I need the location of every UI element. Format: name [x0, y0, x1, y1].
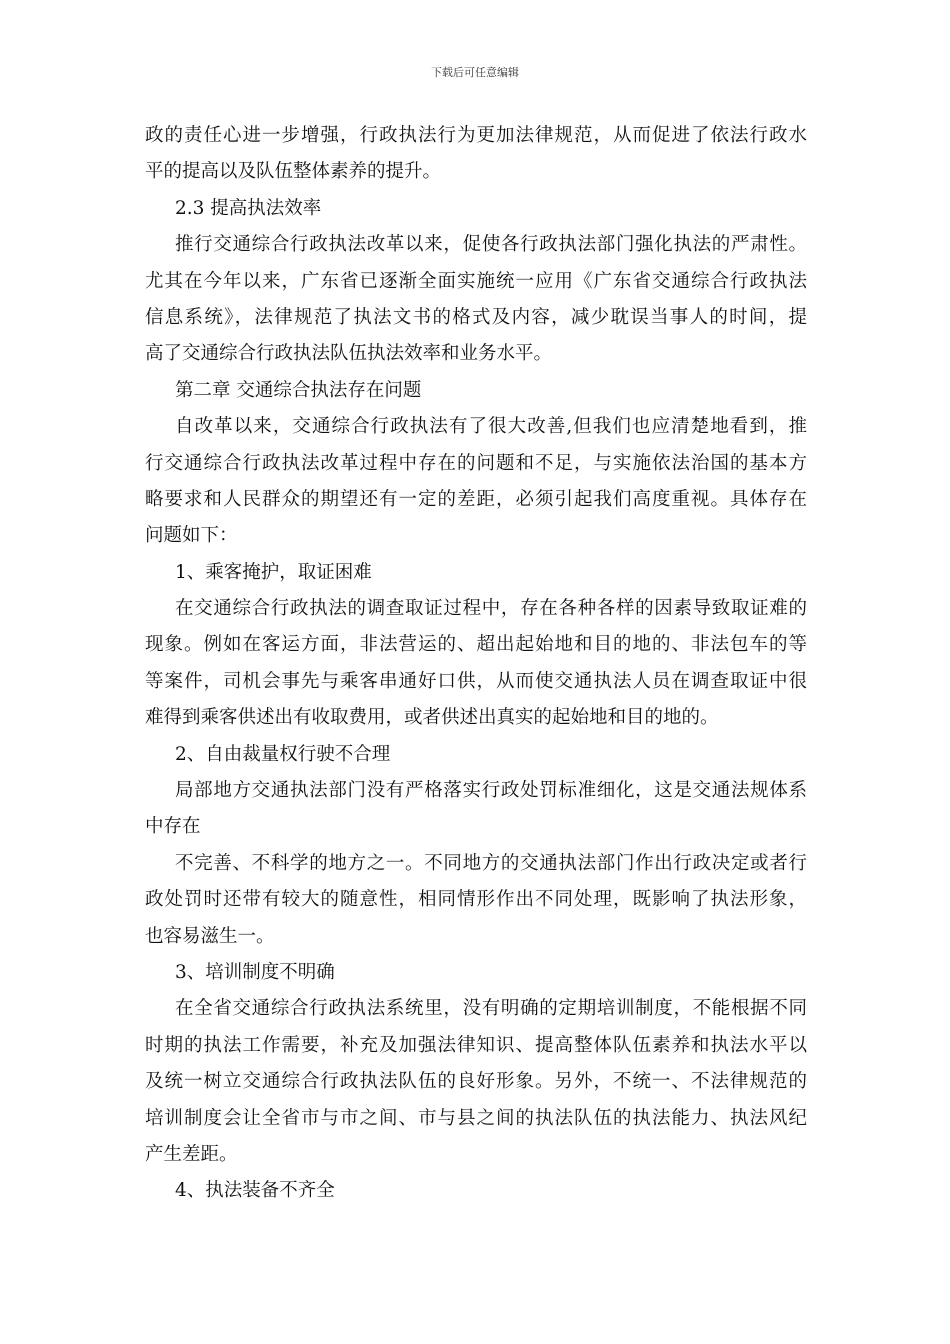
text-line: 推行交通综合行政执法改革以来，促使各行政执法部门强化执法的严肃性。	[175, 234, 807, 256]
text-line: 时期的执法工作需要，补充及加强法律知识、提高整体队伍素养和执法水平以	[145, 1034, 807, 1056]
text-line: 及统一树立交通综合行政执法队伍的良好形象。另外，不统一、不法律规范的	[145, 1071, 807, 1093]
text-line: 略要求和人民群众的期望还有一定的差距，必须引起我们高度重视。具体存在	[145, 488, 807, 510]
text-line: 培训制度会让全省市与市之间、市与县之间的执法队伍的执法能力、执法风纪	[145, 1107, 807, 1129]
text-line: 第二章 交通综合执法存在问题	[175, 379, 422, 401]
text-line: 4、执法装备不齐全	[175, 1180, 335, 1202]
text-line: 自改革以来，交通综合行政执法有了很大改善,但我们也应清楚地看到，推	[175, 416, 807, 438]
text-line: 等案件，司机会事先与乘客串通好口供，从而使交通执法人员在调查取证中很	[145, 670, 807, 692]
text-line: 在全省交通综合行政执法系统里，没有明确的定期培训制度，不能根据不同	[175, 998, 807, 1020]
text-line: 平的提高以及队伍整体素养的提升。	[145, 161, 442, 183]
text-line: 问题如下：	[145, 525, 238, 547]
text-line: 高了交通综合行政执法队伍执法效率和业务水平。	[145, 343, 553, 365]
text-line: 也容易滋生一。	[145, 925, 275, 947]
text-line: 局部地方交通执法部门没有严格落实行政处罚标准细化，这是交通法规体系	[175, 780, 807, 802]
text-line: 3、培训制度不明确	[175, 961, 335, 983]
text-line: 信息系统》，法律规范了执法文书的格式及内容，减少耽误当事人的时间，提	[145, 306, 807, 328]
text-line: 1、乘客掩护，取证困难	[175, 561, 372, 583]
document-body	[145, 118, 807, 1210]
text-line: 不完善、不科学的地方之一。不同地方的交通执法部门作出行政决定或者行	[175, 852, 807, 874]
page-header-note: 下载后可任意编辑	[431, 66, 519, 79]
text-line: 尤其在今年以来，广东省已逐渐全面实施统一应用《广东省交通综合行政执法	[145, 270, 807, 292]
text-line: 政的责任心进一步增强，行政执法行为更加法律规范，从而促进了依法行政水	[145, 125, 807, 146]
text-line: 产生差距。	[145, 1143, 238, 1165]
text-line: 在交通综合行政执法的调查取证过程中，存在各种各样的因素导致取证难的	[175, 598, 807, 620]
text-line: 行交通综合行政执法改革过程中存在的问题和不足，与实施依法治国的基本方	[145, 452, 807, 474]
text-line: 2.3 提高执法效率	[175, 197, 322, 219]
text-line: 政处罚时还带有较大的随意性，相同情形作出不同处理，既影响了执法形象，	[145, 889, 807, 911]
text-line: 难得到乘客供述出有收取费用，或者供述出真实的起始地和目的地的。	[145, 707, 719, 729]
text-line: 现象。例如在客运方面，非法营运的、超出起始地和目的地的、非法包车的等	[145, 634, 807, 656]
text-line: 2、自由裁量权行驶不合理	[175, 743, 391, 765]
text-line: 中存在	[145, 816, 201, 838]
